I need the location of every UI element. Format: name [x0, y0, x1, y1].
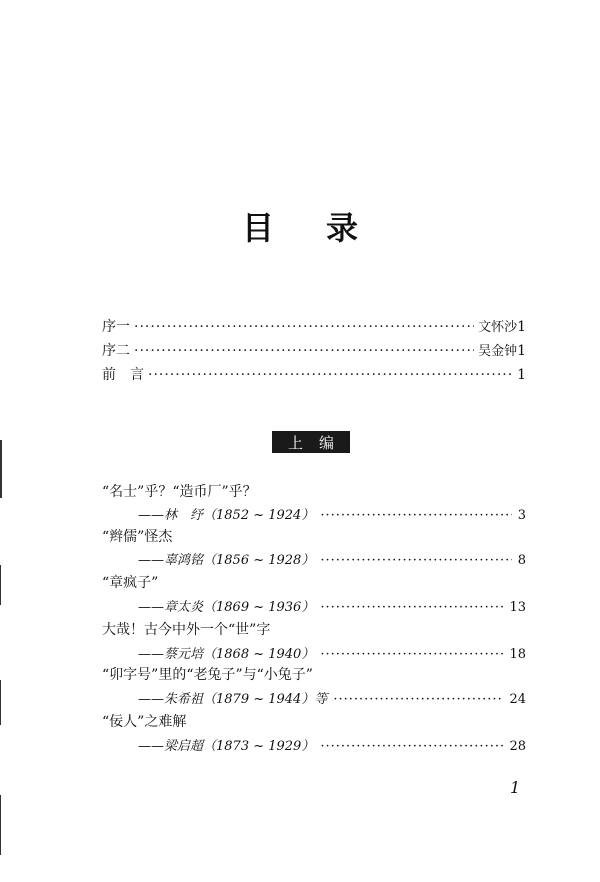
toc-entry-page: 8: [517, 553, 526, 568]
toc-entry-title[interactable]: “章疯子”: [102, 575, 159, 591]
toc-entry-page: 18: [509, 647, 526, 662]
page-title: [0, 203, 600, 249]
toc-entry-page: 24: [509, 692, 526, 707]
toc-entry-person: ——林 纾（1852 ~ 1924）: [138, 508, 315, 523]
toc-entry-person: ——梁启超（1873 ~ 1929）: [138, 739, 315, 754]
section-badge-right: 编: [318, 433, 334, 452]
toc-entry-page: 3: [517, 508, 526, 523]
scan-edge-mark: [0, 440, 2, 498]
toc-author: 吴金钟: [478, 344, 518, 359]
toc-row-preface-2[interactable]: [102, 340, 526, 362]
toc-page: 1: [517, 343, 526, 359]
section-badge: [272, 431, 350, 453]
page-title-char-left: 目: [241, 209, 274, 247]
toc-label: 序二: [102, 343, 130, 359]
leader-dots: [320, 647, 503, 662]
toc-entry-line[interactable]: [138, 504, 526, 523]
scan-edge-mark: [0, 795, 1, 855]
page-title-char-right: 录: [326, 209, 359, 247]
toc-entry-person: ——章太炎（1869 ~ 1936）: [138, 600, 315, 615]
toc-entry-title[interactable]: “辫儒”怪杰: [102, 529, 173, 545]
toc-entry-title[interactable]: 大哉！古今中外一个“世”字: [102, 622, 271, 638]
leader-dots: [148, 367, 513, 383]
leader-dots: [333, 692, 503, 707]
leader-dots: [134, 319, 474, 335]
leader-dots: [320, 508, 511, 523]
toc-row-foreword[interactable]: [102, 364, 526, 386]
toc-entry-person: ——蔡元培（1868 ~ 1940）: [138, 647, 315, 662]
leader-dots: [320, 553, 511, 568]
toc-row-preface-1[interactable]: [102, 316, 526, 338]
toc-entry-line[interactable]: [138, 735, 526, 754]
scan-edge-mark: [0, 680, 1, 725]
toc-entry-line[interactable]: [138, 643, 526, 662]
toc-entry-person: ——朱希祖（1879 ~ 1944）等: [138, 692, 328, 707]
leader-dots: [320, 739, 503, 754]
toc-label: 前 言: [102, 367, 144, 383]
toc-page: 1: [517, 319, 526, 335]
toc-entry-title[interactable]: “名士”乎？“造币厂”乎？: [102, 484, 257, 500]
toc-entry-person: ——辜鸿铭（1856 ~ 1928）: [138, 553, 315, 568]
toc-entry-line[interactable]: [138, 688, 526, 707]
toc-entry-title[interactable]: “佞人”之难解: [102, 714, 187, 730]
page-number: 1: [510, 778, 521, 797]
leader-dots: [134, 343, 474, 359]
scan-edge-mark: [0, 565, 1, 605]
section-badge-left: 上: [288, 433, 304, 452]
toc-author: 文怀沙: [478, 320, 518, 335]
toc-entry-line[interactable]: [138, 549, 526, 568]
toc-page: 1: [517, 367, 526, 383]
toc-entry-page: 28: [509, 739, 526, 754]
toc-entry-page: 13: [509, 600, 526, 615]
toc-entry-line[interactable]: [138, 596, 526, 615]
toc-entry-title[interactable]: “卯字号”里的“老兔子”与“小兔子”: [102, 667, 313, 683]
toc-label: 序一: [102, 319, 130, 335]
leader-dots: [320, 600, 503, 615]
